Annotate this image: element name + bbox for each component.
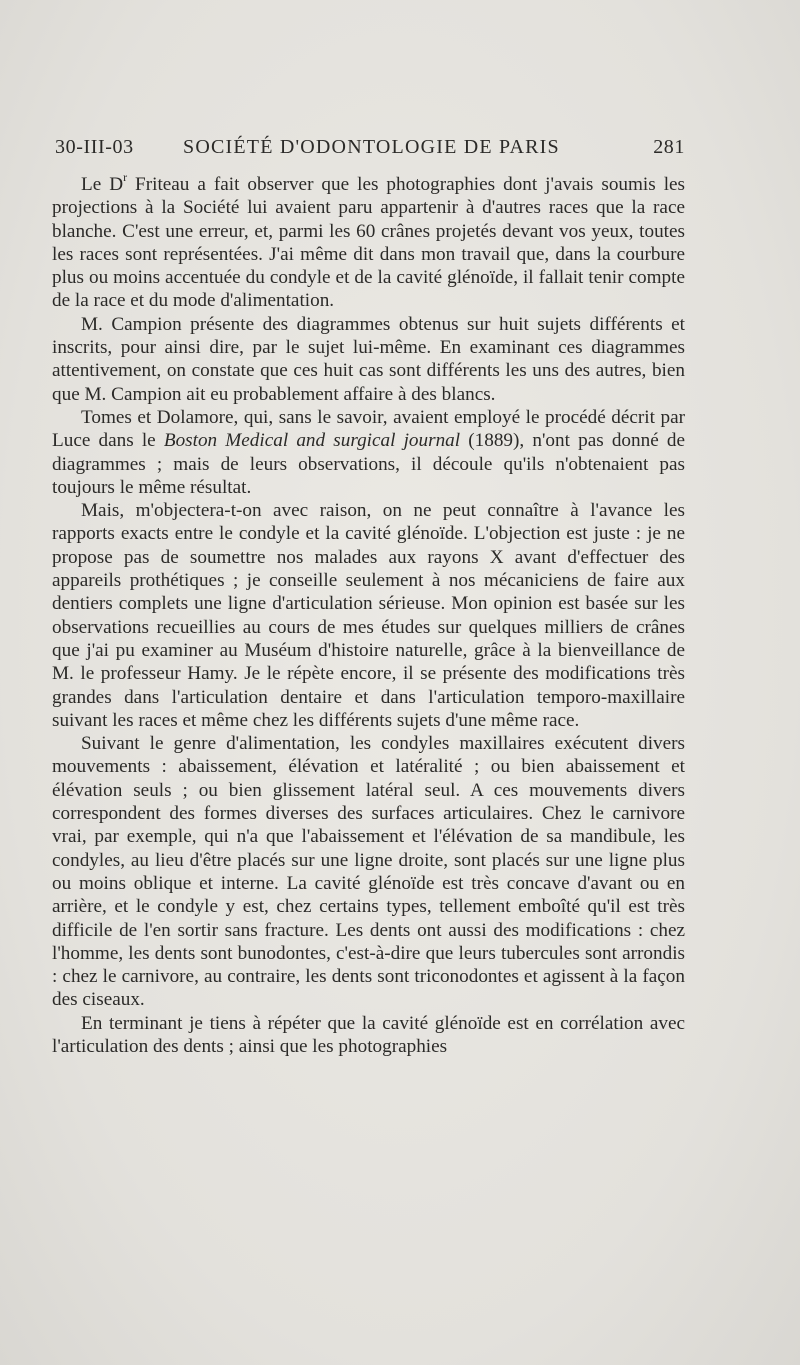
paragraph-4: Mais, m'objectera-t-on avec raison, on ne peut connaître à l'avance les rapports exacts entre le condyle et la cavité glénoïde. L'objection est juste : je ne propose pas de soumettre nos malades aux rayons X avant d'effectuer des appareils prothétiques ; je conseille seulement à nos mécaniciens de faire aux dentiers complets une ligne d'articulation sérieuse. Mon opinion est basée sur les observations recueillies au cours de mes études sur quelques milliers de crânes que j'ai pu examiner au Muséum d'histoire naturelle, grâce à la bienveillance de M. le professeur Hamy. Je le répète encore, il se présente des modifications très grandes dans l'articulation dentaire et dans l'articulation temporo-maxillaire suivant les races et même chez les différents sujets d'une même race. <box>52 500 685 731</box>
paragraph-2: M. Campion présente des diagrammes obtenus sur huit sujets différents et inscrits, pour ainsi dire, par le sujet lui-même. En examinant ces diagrammes attentivement, on constate que ces huit cas sont différents les uns des autres, bien que M. Campion ait eu probablement affaire à des blancs. <box>52 313 685 405</box>
header-date: 30-III-03 <box>55 136 134 158</box>
paragraph-1-rest: Friteau a fait observer que les photographies dont j'avais soumis les projections à la Société lui avaient paru appartenir à d'autres races que la race blanche. C'est une erreur, et, parmi les 60 crânes projetés devant vos yeux, toutes les races sont représentées. J'ai même dit dans mon travail que, dans la courbure plus ou moins accentuée du condyle et de la cavité glénoïde, il fallait tenir compte de la race et du mode d'alimentation. <box>52 174 686 312</box>
paragraph-3 <box>52 406 685 499</box>
journal-title: SOCIÉTÉ D'ODONTOLOGIE DE PARIS <box>183 136 560 158</box>
paragraph-5: Suivant le genre d'alimentation, les condyles maxillaires exécutent divers mouvements : abaissement, élévation et latéralité ; ou bien abaissement et élévation seuls ; ou bien glissement latéral seul. A ces mouvements divers correspondent des formes diverses des surfaces articulaires. Chez le carnivore vrai, par exemple, qui n'a que l'abaissement et l'élévation de sa mandibule, les condyles, au lieu d'être placés sur une ligne droite, sont placés sur une ligne plus ou moins oblique et interne. La cavité glénoïde est très concave d'avant ou en arrière, et le condyle y est, chez certains types, tellement emboîté qu'il est très difficile de l'en sortir sans fracture. Les dents ont aussi des modifications : chez l'homme, les dents sont bunodontes, c'est-à-dire que leurs tubercules sont arrondis : chez le carnivore, au contraire, les dents sont triconodontes et agissent à la façon des ciseaux. <box>52 733 685 1011</box>
body-text <box>52 169 686 1058</box>
paragraph-6: En terminant je tiens à répéter que la cavité glénoïde est en corrélation avec l'articulation des dents ; ainsi que les photographies <box>52 1012 685 1057</box>
paragraph-1 <box>52 169 686 313</box>
paragraph-1-start: Le D <box>81 174 124 195</box>
paragraph-3-rest: (1889), n'ont pas donné de diagrammes ; mais de leurs observations, il découle qu'ils n'obtenaient pas toujours le même résultat. <box>52 430 685 498</box>
running-head <box>55 136 685 164</box>
journal-citation: Boston Medical and surgical journal <box>163 430 461 452</box>
title-abbreviation-superscript: r <box>123 169 128 184</box>
page-number: 281 <box>653 136 685 158</box>
paragraph-3-start: Tomes et Dolamore, qui, sans le savoir, avaient employé le procédé décrit par Luce dans le <box>52 406 685 452</box>
